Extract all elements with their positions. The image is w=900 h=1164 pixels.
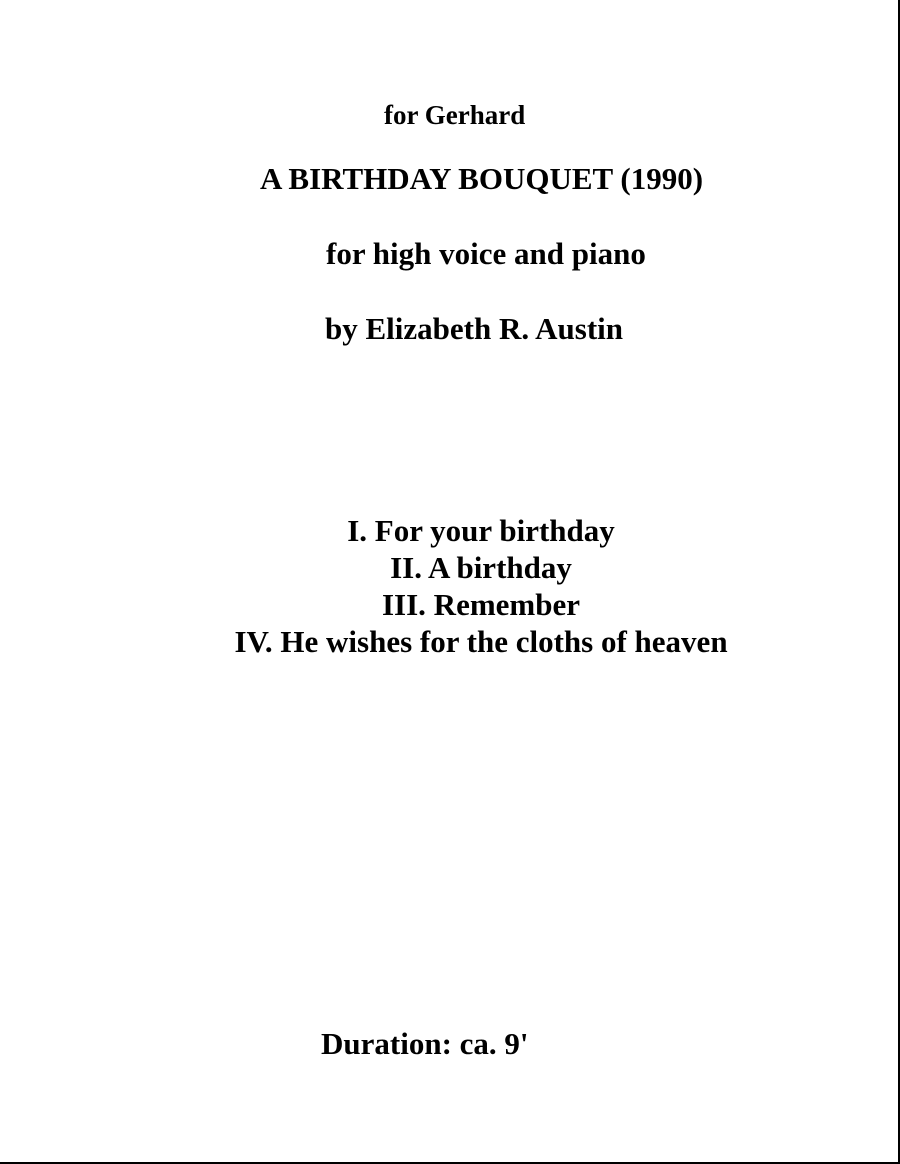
work-title: A BIRTHDAY BOUQUET (1990) — [260, 161, 704, 196]
dedication: for Gerhard — [384, 100, 526, 130]
movement-item: IV. He wishes for the cloths of heaven — [234, 624, 728, 659]
duration: Duration: ca. 9' — [321, 1026, 529, 1061]
composer-credit: by Elizabeth R. Austin — [325, 311, 624, 346]
movement-item: I. For your birthday — [347, 513, 615, 548]
movement-list — [0, 512, 900, 660]
movement-item: II. A birthday — [390, 550, 572, 585]
instrumentation: for high voice and piano — [326, 236, 646, 271]
movement-item: III. Remember — [381, 587, 580, 622]
